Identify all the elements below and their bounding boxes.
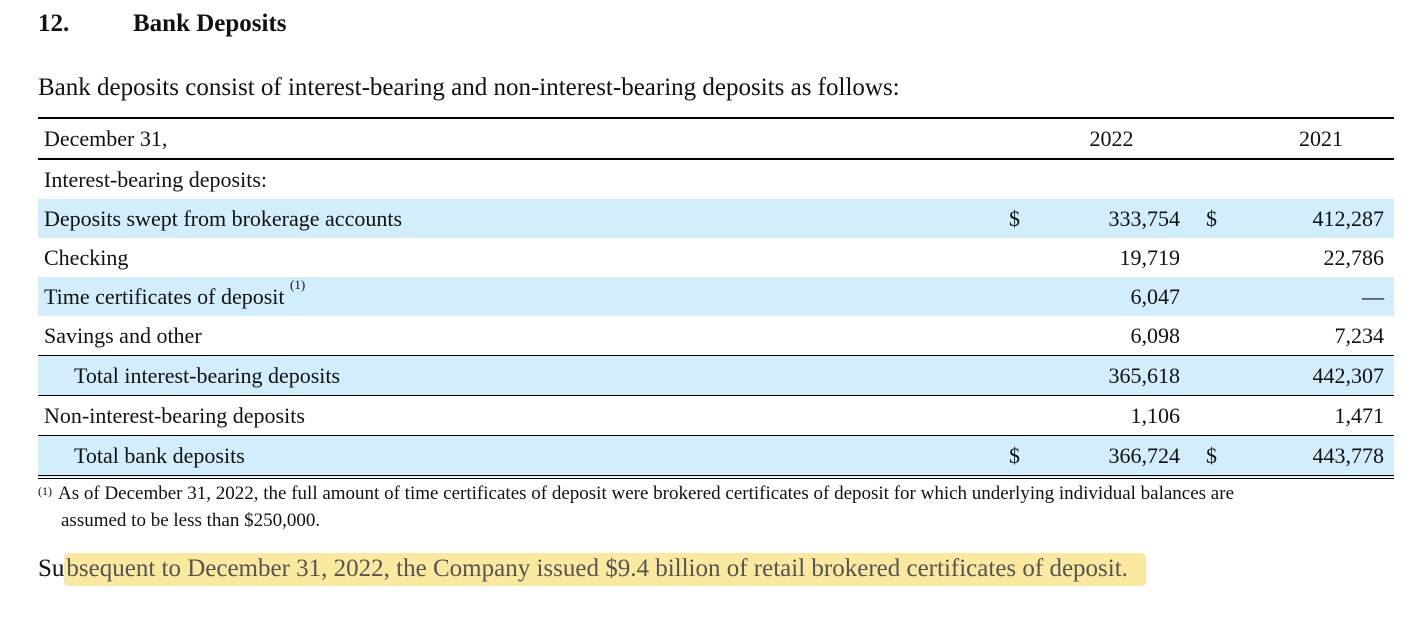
footnote: [38, 480, 1378, 534]
currency-symbol: $: [1180, 199, 1258, 238]
bank-deposits-table: [38, 117, 1394, 479]
value-2022: 1,106: [1043, 396, 1180, 436]
value-2021: 443,778: [1258, 436, 1394, 478]
row-label: Deposits swept from brokerage accounts: [38, 199, 1009, 238]
section-title: Bank Deposits: [133, 10, 287, 37]
currency-symbol: [1009, 238, 1043, 277]
table-row: [38, 396, 1394, 436]
subsequent-prefix: Su: [38, 555, 65, 582]
currency-symbol: $: [1009, 436, 1043, 478]
footnote-line-2: assumed to be less than $250,000.: [61, 510, 321, 531]
table-row: [38, 316, 1394, 356]
footnote-line-1: As of December 31, 2022, the full amount of time certificates of deposit were brokered certificates of deposit for which underlying individual balances are: [58, 483, 1235, 504]
row-label: Savings and other: [44, 323, 202, 348]
subsequent-event-paragraph: [38, 555, 1146, 583]
footnote-ref: (1): [290, 277, 306, 292]
value-2022: 6,098: [1130, 323, 1180, 348]
value-2022: 365,618: [1043, 356, 1180, 396]
header-2021: 2021: [1258, 118, 1394, 159]
currency-symbol: [1180, 316, 1258, 356]
table-header-row: [38, 118, 1394, 159]
currency-symbol: $: [1180, 436, 1258, 478]
value-2021: 1,471: [1258, 396, 1394, 436]
intro-paragraph: Bank deposits consist of interest-bearing and non-interest-bearing deposits as follows:: [38, 74, 900, 101]
currency-symbol: [1180, 396, 1258, 436]
value-2022: 19,719: [1119, 245, 1180, 270]
subtotal-row: [38, 356, 1394, 396]
header-2022: 2022: [1043, 118, 1180, 159]
total-row: [38, 436, 1394, 478]
header-label: December 31,: [38, 118, 1009, 159]
highlighted-text: bsequent to December 31, 2022, the Company issued $9.4 billion of retail brokered certificates of deposit.: [64, 553, 1146, 586]
section-label: Interest-bearing deposits:: [44, 167, 267, 192]
section-heading: [38, 10, 287, 38]
currency-symbol: $: [1009, 199, 1043, 238]
row-label-text: Time certificates of deposit: [44, 284, 285, 309]
currency-symbol: [1180, 356, 1258, 396]
value-2021: 22,786: [1323, 245, 1384, 270]
currency-symbol: [1009, 277, 1043, 316]
currency-symbol: [1009, 396, 1043, 436]
row-label: Checking: [44, 245, 129, 270]
row-label: Total bank deposits: [38, 436, 1009, 478]
row-label: [38, 277, 1009, 316]
table-row: [38, 277, 1394, 316]
currency-symbol: [1180, 277, 1258, 316]
table-row: [38, 199, 1394, 238]
value-2021: —: [1258, 277, 1394, 316]
table-row: [38, 238, 1394, 277]
row-label: Non-interest-bearing deposits: [38, 396, 1009, 436]
currency-symbol: [1009, 316, 1043, 356]
footnote-mark: (1): [38, 484, 52, 498]
value-2022: 6,047: [1043, 277, 1180, 316]
value-2022: 333,754: [1043, 199, 1180, 238]
currency-symbol: [1009, 356, 1043, 396]
section-number: 12.: [38, 10, 70, 37]
value-2022: 366,724: [1043, 436, 1180, 478]
value-2021: 442,307: [1258, 356, 1394, 396]
value-2021: 412,287: [1258, 199, 1394, 238]
value-2021: 7,234: [1334, 323, 1384, 348]
currency-symbol: [1180, 238, 1258, 277]
row-label: Total interest-bearing deposits: [38, 356, 1009, 396]
section-row: [38, 159, 1394, 199]
